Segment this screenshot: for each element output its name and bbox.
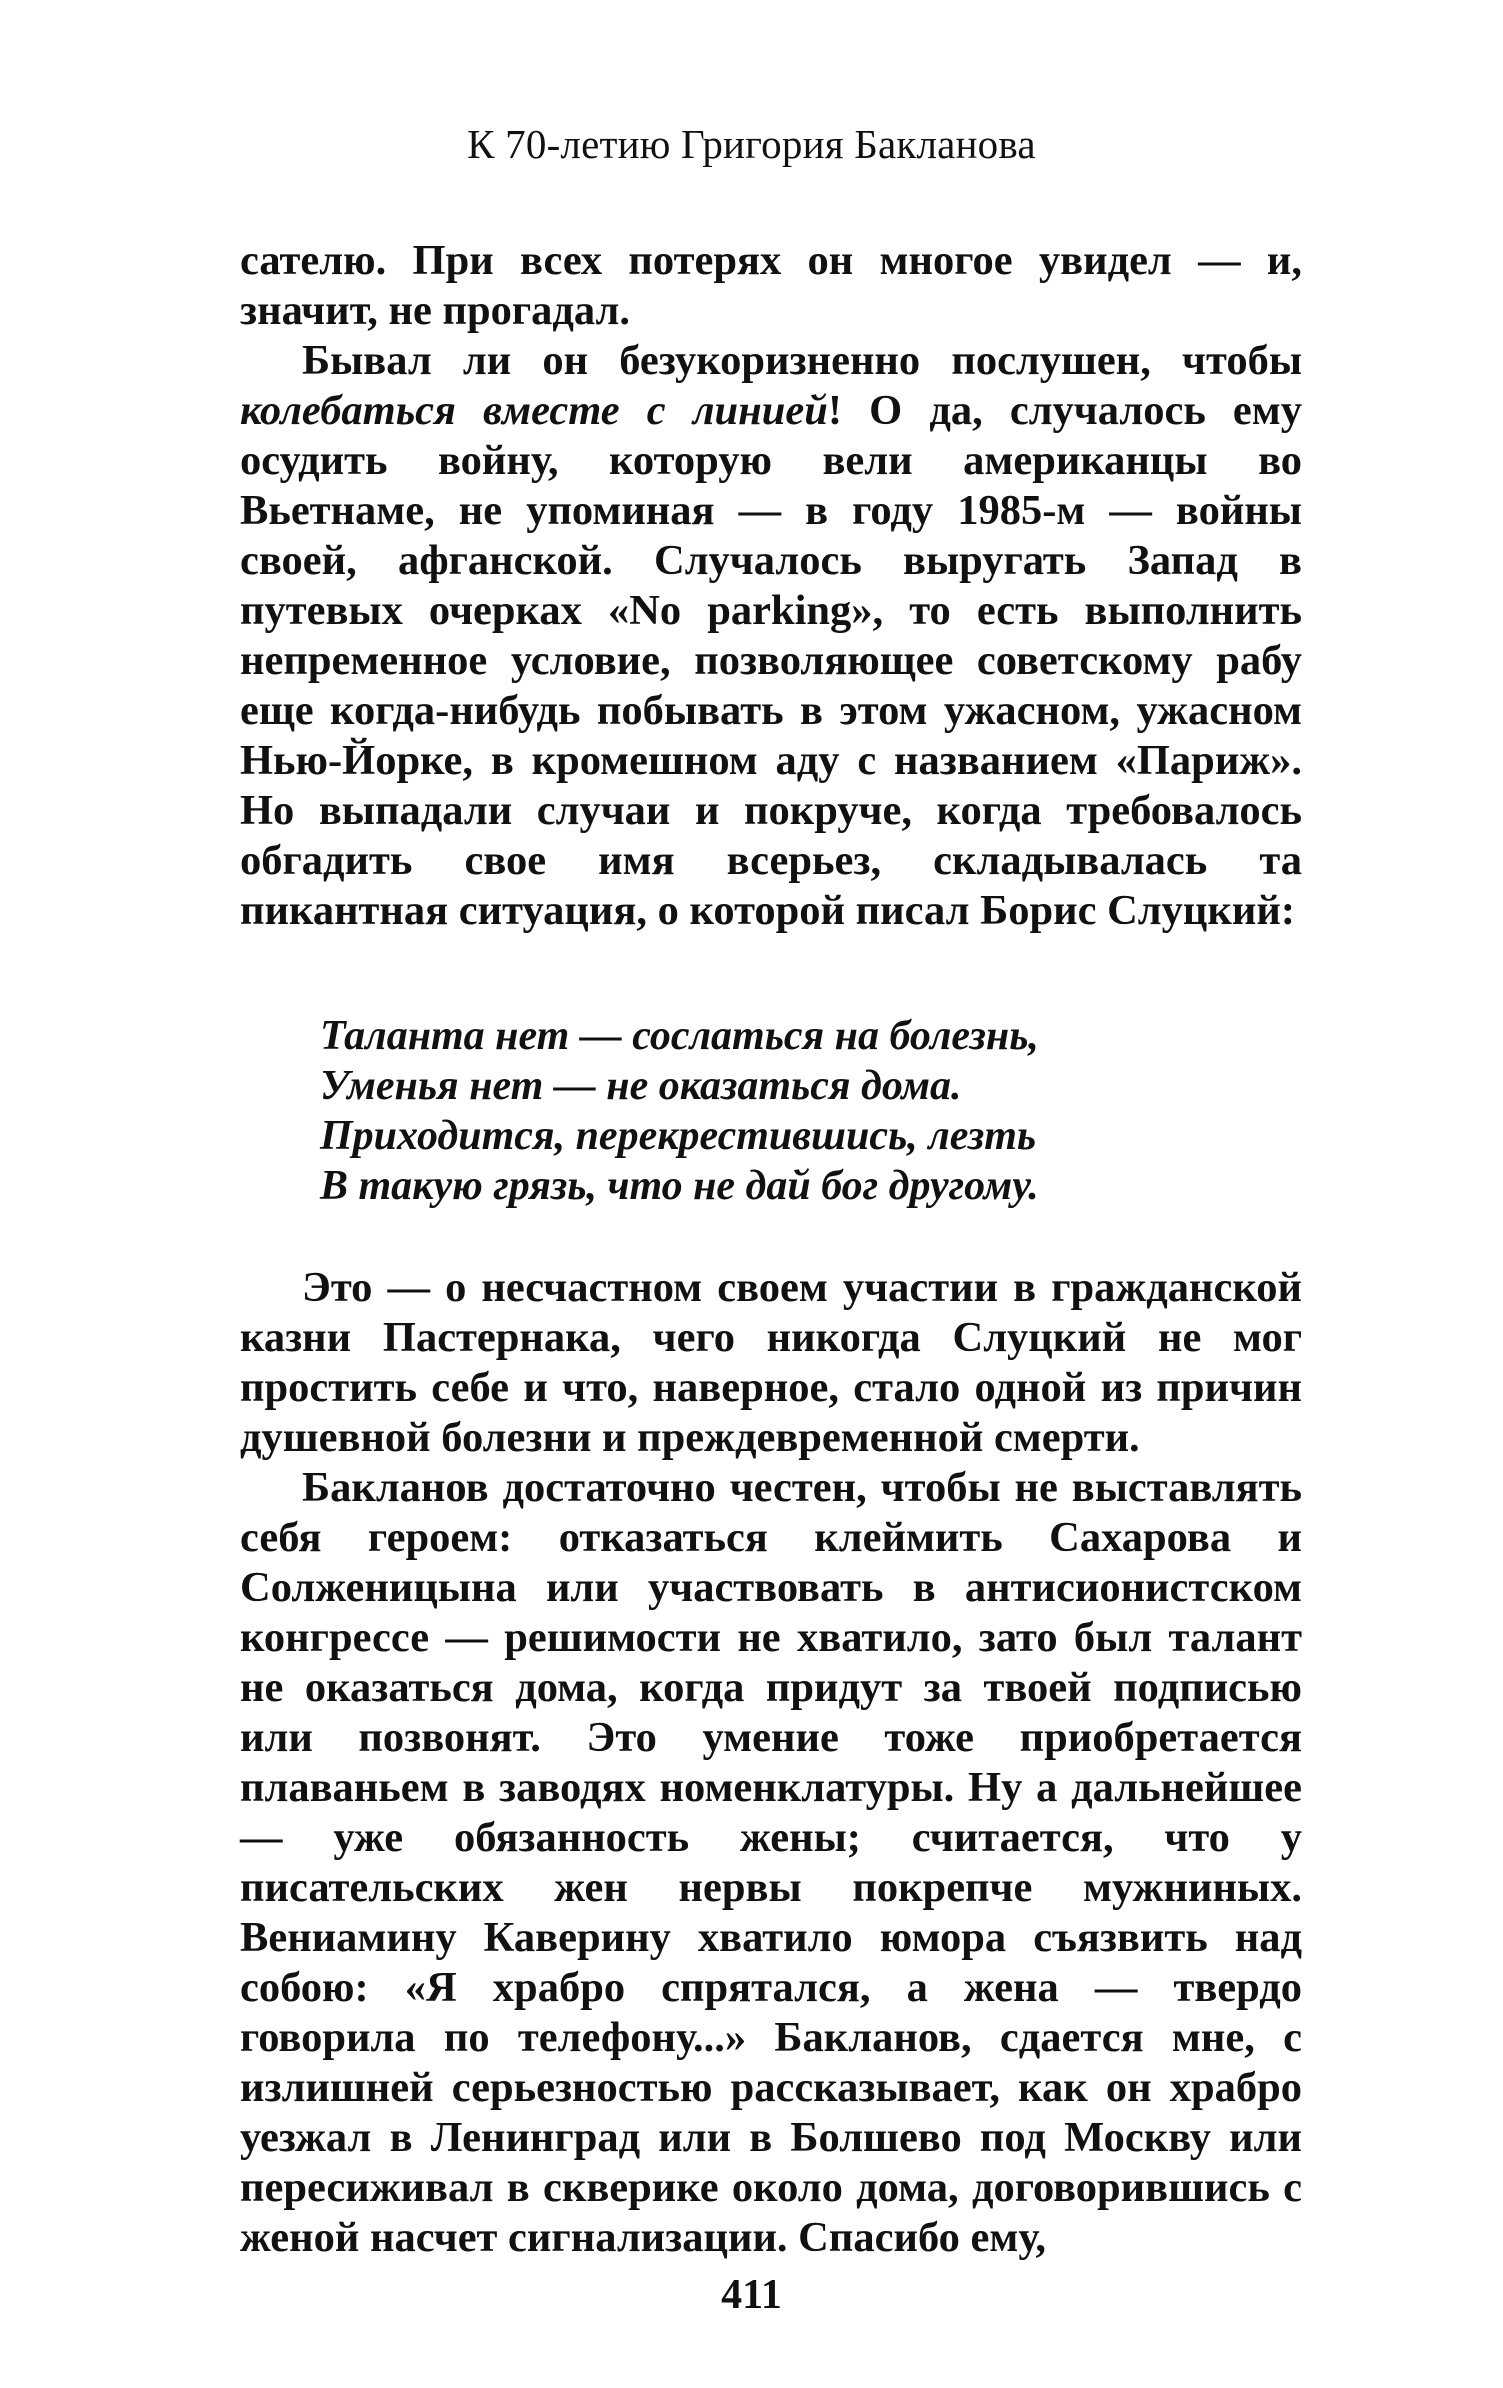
poem-quote xyxy=(320,1011,1302,1211)
poem-line: Уменья нет — не оказаться дома. xyxy=(320,1063,962,1109)
main-text xyxy=(240,236,1302,2263)
poem-line: В такую грязь, что не дай бог другому. xyxy=(320,1163,1039,1209)
italic-phrase: колебаться вместе с линией xyxy=(240,387,828,434)
poem-line: Приходится, перекрестившись, лезть xyxy=(320,1113,1037,1159)
paragraph-pasternak: Это — о несчастном своем участии в гражданской казни Пастернака, чего никогда Слуцкий не мог простить себе и что, наверное, стало одной из причин душевной болезни и преждевременной смерти. xyxy=(240,1264,1302,1461)
paragraph-baklanov: Бакланов достаточно честен, чтобы не выставлять себя героем: отказаться клеймить Сахарова и Солженицына или участвовать в антисионистском конгрессе — решимости не хватило, зато был талант не оказаться дома, когда придут за твоей подписью или позвонят. Это умение тоже приобретается плаваньем в заводях номенклатуры. Ну а дальнейшее — уже обязанность жены; считается, что у писательских жен нервы покрепче мужниных. Вениамину Каверину хватило юмора съязвить над собою: «Я храбро спрятался, а жена — твердо говорила по телефону...» Бакланов, сдается мне, с излишней серьезностью рассказывает, как он храбро уезжал в Ленинград или в Болшево под Москву или пересиживал в скверике около дома, договорившись с женой насчет сигнализации. Спасибо ему, xyxy=(240,1464,1302,2261)
paragraph-obedience-text-end: ! О да, случалось ему осудить войну, которую вели американцы во Вьетнаме, не упоминая — в году 1985-м — войны своей, афганской. Случалось выругать Запад в путевых очерках «No parking», то есть выполнить непременное условие, позволяющее советскому рабу еще когда-нибудь побывать в этом ужасном, ужасном Нью-Йорке, в кромешном аду с названием «Париж». Но выпадали случаи и покруче, когда требовалось обгадить свое имя всерьез, складывалась та пикантная ситуация, о которой писал Борис Слуцкий: xyxy=(240,387,1302,934)
paragraph-continuation: сателю. При всех потерях он многое увидел — и, значит, не прогадал. xyxy=(240,237,1302,334)
poem-line: Таланта нет — сослаться на болезнь, xyxy=(320,1013,1039,1059)
paragraph-obedience-text-start: Бывал ли он безукоризненно послушен, чтобы xyxy=(302,337,1302,384)
running-title: К 70-летию Григория Бакланова xyxy=(467,121,1036,167)
paragraph-obedience xyxy=(240,336,1302,936)
page-number: 411 xyxy=(721,2272,782,2318)
